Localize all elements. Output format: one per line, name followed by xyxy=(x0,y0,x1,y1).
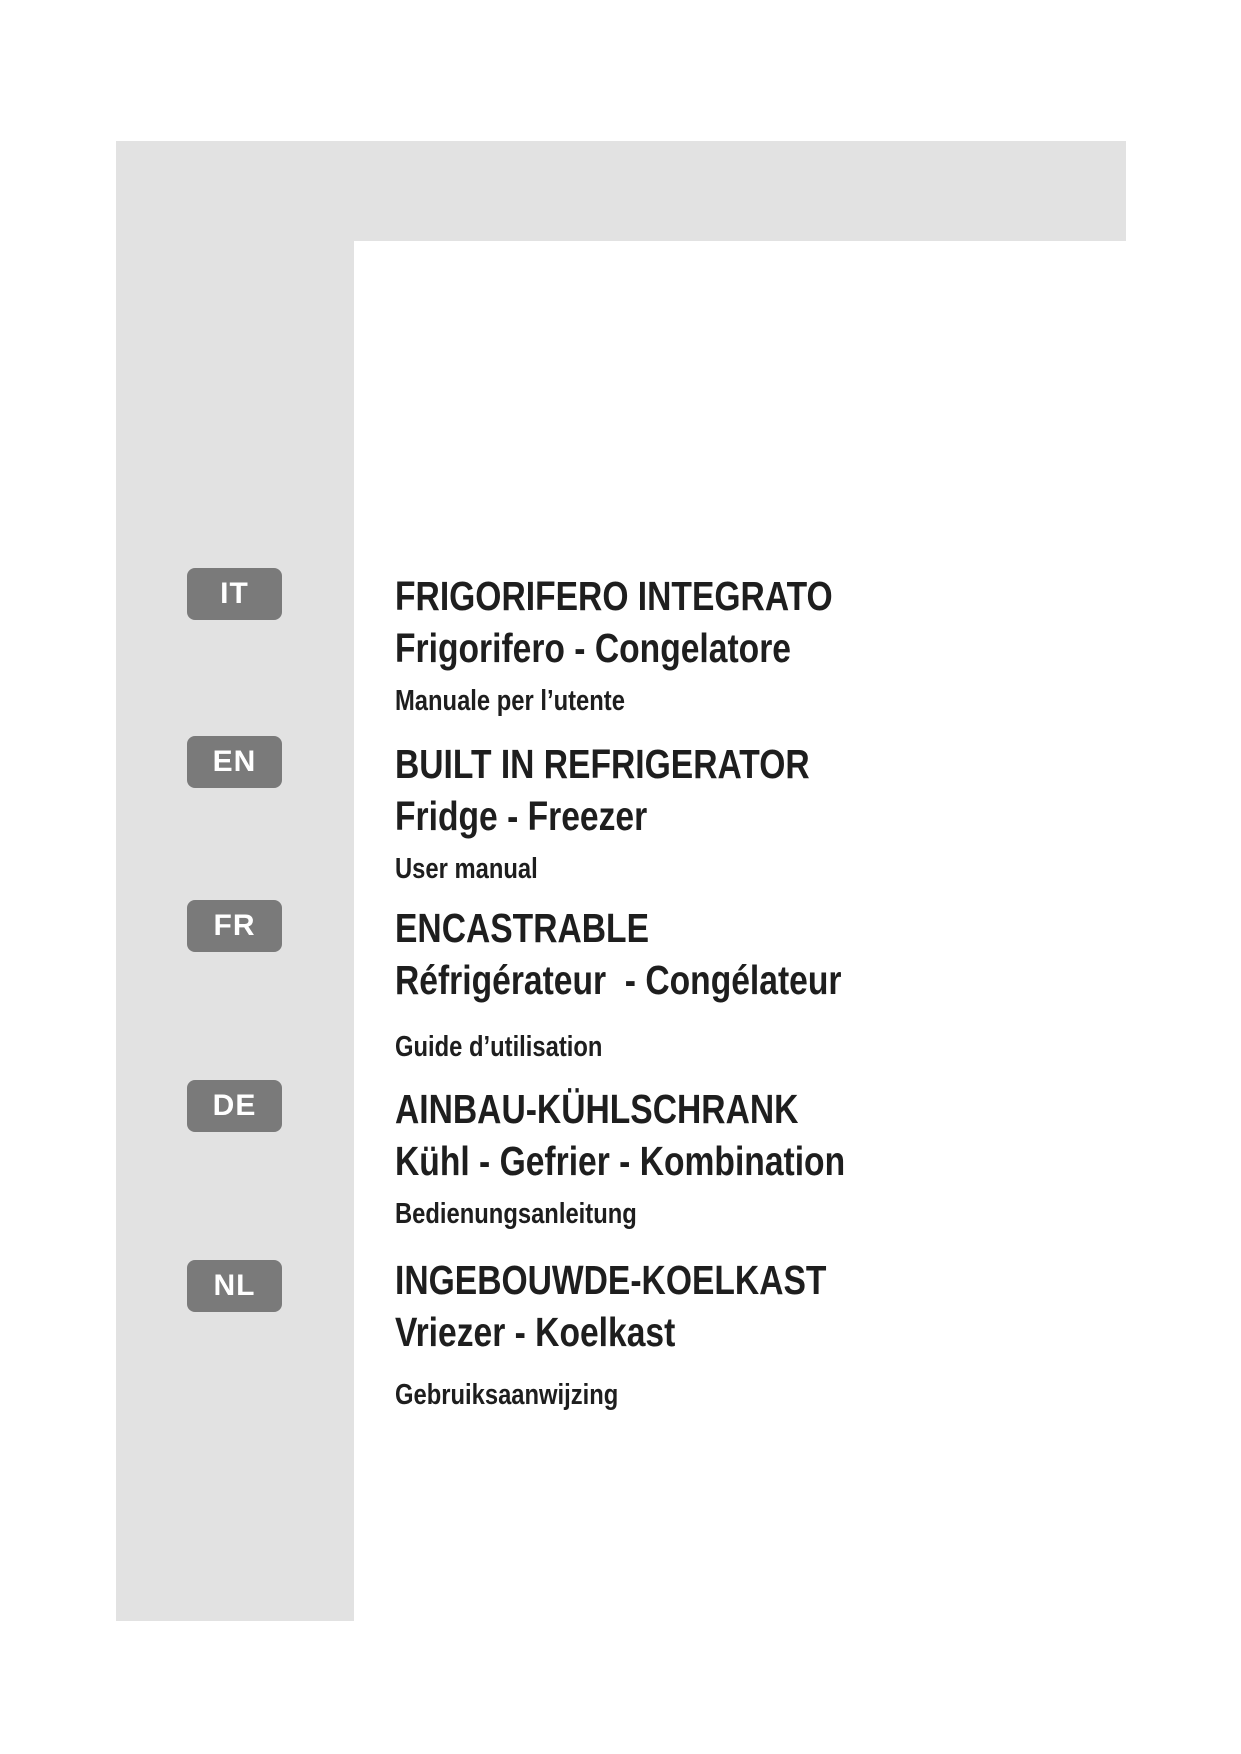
language-badge-fr: FR xyxy=(187,900,282,952)
section-fr xyxy=(395,902,940,1068)
language-badge-de: DE xyxy=(187,1080,282,1132)
product-title: ENCASTRABLE xyxy=(395,905,650,951)
manual-label: Gebruiksaanwijzing xyxy=(395,1379,619,1411)
product-title: FRIGORIFERO INTEGRATO xyxy=(395,573,833,619)
language-badge-it: IT xyxy=(187,568,282,620)
product-title: AINBAU-KÜHLSCHRANK xyxy=(395,1086,799,1132)
section-nl xyxy=(395,1254,921,1416)
manual-label: Guide d’utilisation xyxy=(395,1031,603,1063)
manual-label: Manuale per l’utente xyxy=(395,685,625,717)
decorative-band-left xyxy=(116,141,354,1621)
language-badge-en: EN xyxy=(187,736,282,788)
section-it xyxy=(395,570,929,722)
product-subtitle: Kühl - Gefrier - Kombination xyxy=(395,1138,846,1184)
manual-label: User manual xyxy=(395,853,538,885)
product-title: BUILT IN REFRIGERATOR xyxy=(395,741,810,787)
product-title: INGEBOUWDE-KOELKAST xyxy=(395,1257,827,1303)
section-de xyxy=(395,1083,944,1235)
product-subtitle: Vriezer - Koelkast xyxy=(395,1309,676,1355)
product-subtitle: Frigorifero - Congelatore xyxy=(395,625,791,671)
product-subtitle: Réfrigérateur - Congélateur xyxy=(395,957,842,1003)
product-subtitle: Fridge - Freezer xyxy=(395,793,648,839)
language-badge-nl: NL xyxy=(187,1260,282,1312)
manual-label: Bedienungsanleitung xyxy=(395,1198,637,1230)
section-en xyxy=(395,738,901,890)
